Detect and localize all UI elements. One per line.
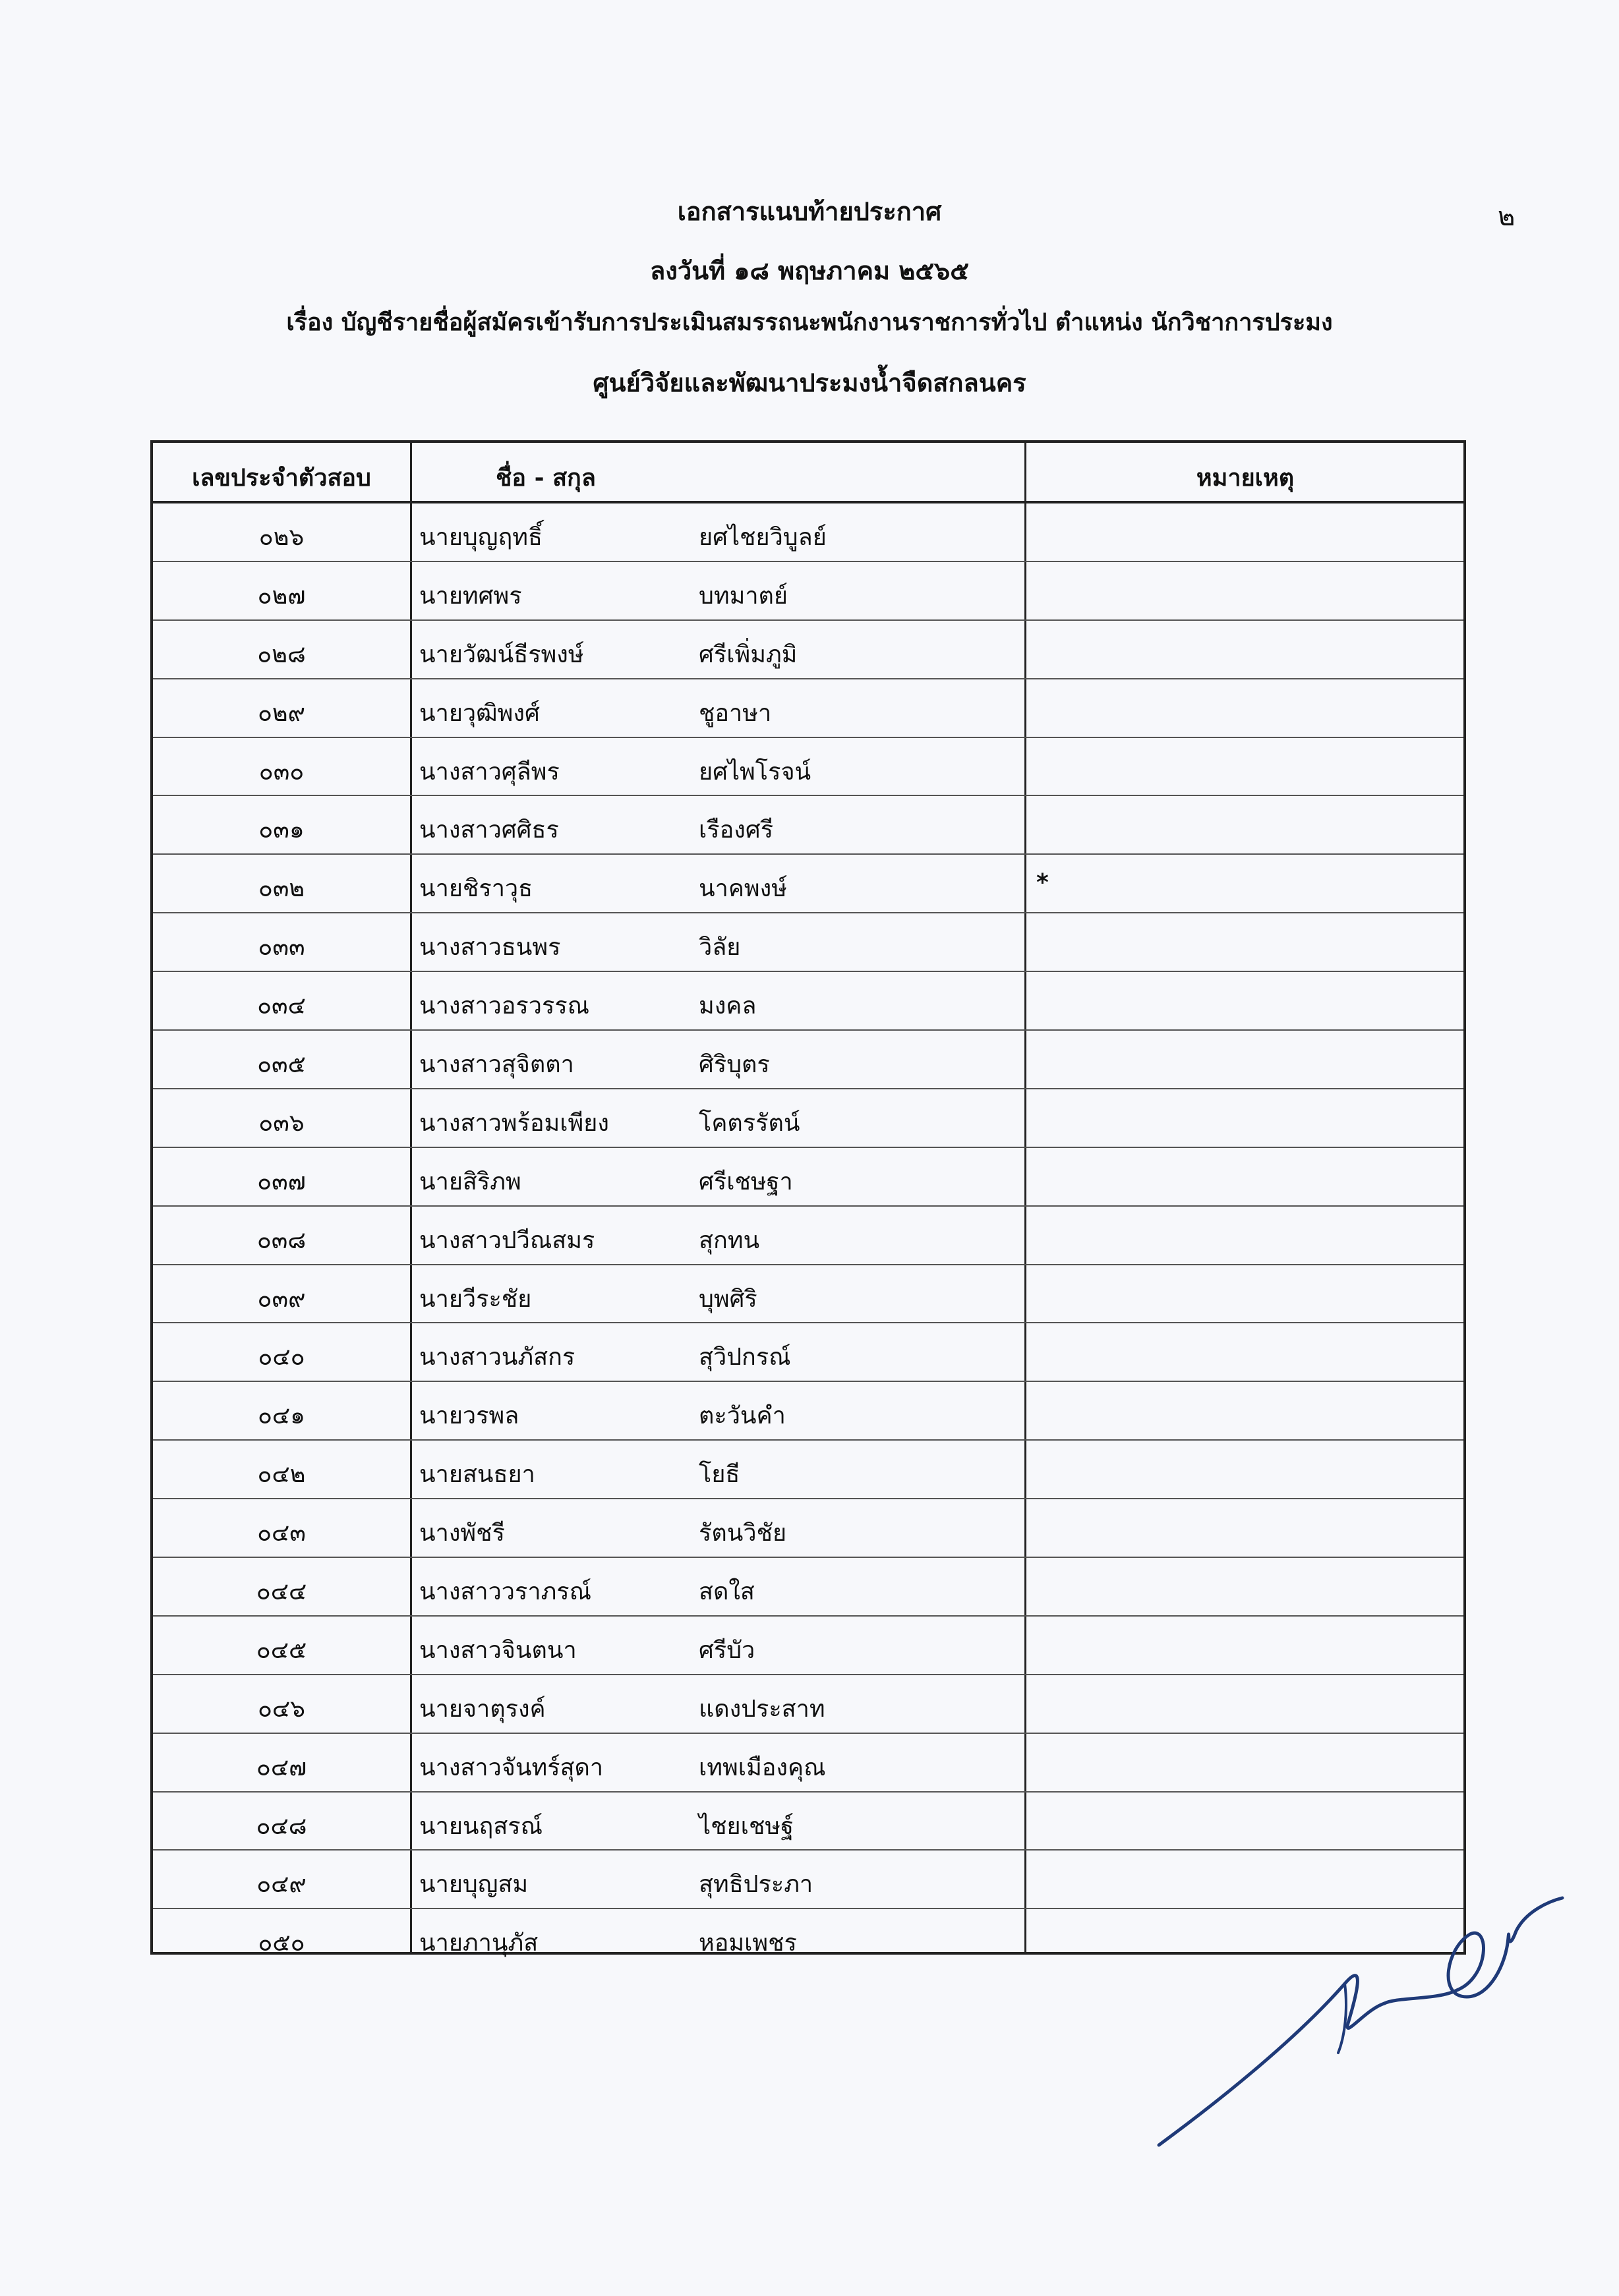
cell-last-name: ชูอาษา <box>699 699 772 727</box>
table-row <box>153 1675 1463 1734</box>
table-row <box>153 1207 1463 1265</box>
cell-exam-id: ๐๓๕ <box>257 1051 306 1079</box>
cell-first-name: นางสาวอรวรรณ <box>419 992 590 1020</box>
cell-first-name: นายวรพล <box>419 1402 519 1430</box>
header-id: เลขประจำตัวสอบ <box>192 465 371 492</box>
cell-last-name: สุวิปกรณ์ <box>699 1344 791 1371</box>
table-body <box>153 503 1463 1968</box>
cell-last-name: ศิริบุตร <box>699 1051 770 1079</box>
cell-first-name: นางสาวจินตนา <box>419 1636 577 1664</box>
cell-first-name: นายทศพร <box>419 582 522 610</box>
cell-first-name: นางสาวศุลีพร <box>419 758 560 786</box>
cell-first-name: นายบุญสม <box>419 1871 529 1899</box>
cell-first-name: นางพัชรี <box>419 1520 505 1547</box>
cell-last-name: นาคพงษ์ <box>699 875 787 903</box>
cell-exam-id: ๐๓๒ <box>258 875 305 903</box>
cell-first-name: นางสาวธนพร <box>419 934 561 961</box>
cell-exam-id: ๐๒๙ <box>257 699 306 727</box>
cell-exam-id: ๐๔๖ <box>257 1695 306 1723</box>
heading-title: เอกสารแนบท้ายประกาศ <box>677 197 942 226</box>
cell-first-name: นางสาวพร้อมเพียง <box>419 1109 609 1137</box>
table-row <box>153 1382 1463 1441</box>
cell-first-name: นางสาวศศิธร <box>419 817 559 844</box>
cell-exam-id: ๐๔๗ <box>256 1754 307 1781</box>
cell-exam-id: ๐๓๗ <box>257 1168 306 1195</box>
table-header <box>153 443 1463 503</box>
cell-exam-id: ๐๔๔ <box>256 1578 307 1606</box>
signature-image <box>1147 1885 1569 2162</box>
cell-first-name: นางสาวสุจิตตา <box>419 1051 574 1079</box>
cell-exam-id: ๐๔๕ <box>256 1636 307 1664</box>
cell-first-name: นายสนธยา <box>419 1461 535 1489</box>
cell-first-name: นายวัฒน์ธีรพงษ์ <box>419 641 584 668</box>
table-row <box>153 796 1463 855</box>
cell-last-name: ศรีบัว <box>699 1636 755 1664</box>
heading-organization: ศูนย์วิจัยและพัฒนาประมงน้ำจืดสกลนคร <box>593 368 1026 397</box>
cell-exam-id: ๐๒๗ <box>257 582 306 610</box>
table-row <box>153 913 1463 972</box>
cell-exam-id: ๐๓๑ <box>258 817 305 844</box>
cell-last-name: ตะวันคำ <box>699 1402 786 1430</box>
table-row <box>153 1617 1463 1675</box>
cell-exam-id: ๐๒๖ <box>258 524 305 551</box>
page-number: ๒ <box>1498 202 1516 232</box>
cell-last-name: สดใส <box>699 1578 755 1606</box>
cell-first-name: นางสาวปวีณสมร <box>419 1226 595 1254</box>
cell-exam-id: ๐๓๐ <box>258 758 305 786</box>
cell-last-name: หอมเพชร <box>699 1930 797 1957</box>
heading-subject: เรื่อง บัญชีรายชื่อผู้สมัครเข้ารับการประเมินสมรรถนะพนักงานราชการทั่วไป ตำแหน่ง นักวิชาการประมง <box>286 309 1333 336</box>
cell-first-name: นายจาตุรงค์ <box>419 1695 546 1723</box>
cell-exam-id: ๐๔๑ <box>257 1402 306 1430</box>
header-note: หมายเหตุ <box>1196 465 1295 492</box>
cell-exam-id: ๐๔๒ <box>257 1461 306 1489</box>
table-row <box>153 1793 1463 1851</box>
cell-exam-id: ๐๓๖ <box>258 1109 305 1137</box>
table-row <box>153 679 1463 738</box>
cell-exam-id: ๐๕๐ <box>258 1930 305 1957</box>
table-row <box>153 1323 1463 1382</box>
cell-last-name: ศรีเชษฐา <box>699 1168 793 1195</box>
cell-last-name: มงคล <box>699 992 757 1020</box>
cell-note: * <box>1036 869 1049 897</box>
cell-last-name: รัตนวิชัย <box>699 1520 787 1547</box>
cell-last-name: วิลัย <box>699 934 741 961</box>
table-row <box>153 1558 1463 1617</box>
cell-last-name: โคตรรัตน์ <box>699 1109 800 1137</box>
table-row <box>153 621 1463 679</box>
cell-last-name: เทพเมืองคุณ <box>699 1754 826 1781</box>
table-row <box>153 562 1463 621</box>
table-row <box>153 972 1463 1031</box>
table-row <box>153 1148 1463 1207</box>
table-row <box>153 1265 1463 1324</box>
cell-last-name: สุทธิประภา <box>699 1871 813 1899</box>
cell-last-name: โยธี <box>699 1461 740 1489</box>
cell-last-name: ยศไชยวิบูลย์ <box>699 524 827 551</box>
candidate-table <box>150 440 1466 1955</box>
cell-first-name: นางสาววราภรณ์ <box>419 1578 592 1606</box>
cell-first-name: นายวุฒิพงศ์ <box>419 699 540 727</box>
table-row <box>153 503 1463 562</box>
table-row <box>153 1031 1463 1089</box>
table-row <box>153 1499 1463 1558</box>
cell-exam-id: ๐๓๔ <box>257 992 306 1020</box>
cell-first-name: นายนฤสรณ์ <box>419 1812 543 1840</box>
cell-exam-id: ๐๒๘ <box>257 641 306 668</box>
table-row <box>153 855 1463 913</box>
cell-first-name: นายวีระชัย <box>419 1285 532 1313</box>
cell-last-name: แดงประสาท <box>699 1695 825 1723</box>
cell-exam-id: ๐๓๙ <box>257 1285 306 1313</box>
cell-last-name: ยศไพโรจน์ <box>699 758 811 786</box>
table-row <box>153 1089 1463 1148</box>
cell-exam-id: ๐๓๘ <box>256 1226 307 1254</box>
cell-exam-id: ๐๔๘ <box>256 1812 307 1840</box>
heading-date: ลงวันที่ ๑๘ พฤษภาคม ๒๕๖๕ <box>650 256 969 285</box>
cell-exam-id: ๐๓๓ <box>258 934 305 961</box>
cell-first-name: นายสิริภพ <box>419 1168 521 1195</box>
cell-exam-id: ๐๔๙ <box>256 1871 307 1899</box>
table-row <box>153 1441 1463 1499</box>
cell-last-name: บุพศิริ <box>699 1285 757 1313</box>
cell-exam-id: ๐๔๓ <box>257 1520 306 1547</box>
cell-last-name: สุกทน <box>699 1226 760 1254</box>
cell-first-name: นางสาวจันทร์สุดา <box>419 1754 604 1781</box>
table-row <box>153 738 1463 797</box>
cell-first-name: นายชิราวุธ <box>419 875 533 903</box>
header-name: ชื่อ - สกุล <box>496 465 596 492</box>
cell-first-name: นายบุญฤทธิ์ <box>419 524 543 551</box>
cell-last-name: ไชยเชษฐ์ <box>699 1812 794 1840</box>
cell-last-name: เรืองศรี <box>699 817 774 844</box>
cell-first-name: นายภานุภัส <box>419 1930 539 1957</box>
table-row <box>153 1734 1463 1793</box>
cell-first-name: นางสาวนภัสกร <box>419 1344 575 1371</box>
cell-last-name: ศรีเพิ่มภูมิ <box>699 641 798 668</box>
cell-exam-id: ๐๔๐ <box>258 1344 305 1371</box>
cell-last-name: บทมาตย์ <box>699 582 788 610</box>
